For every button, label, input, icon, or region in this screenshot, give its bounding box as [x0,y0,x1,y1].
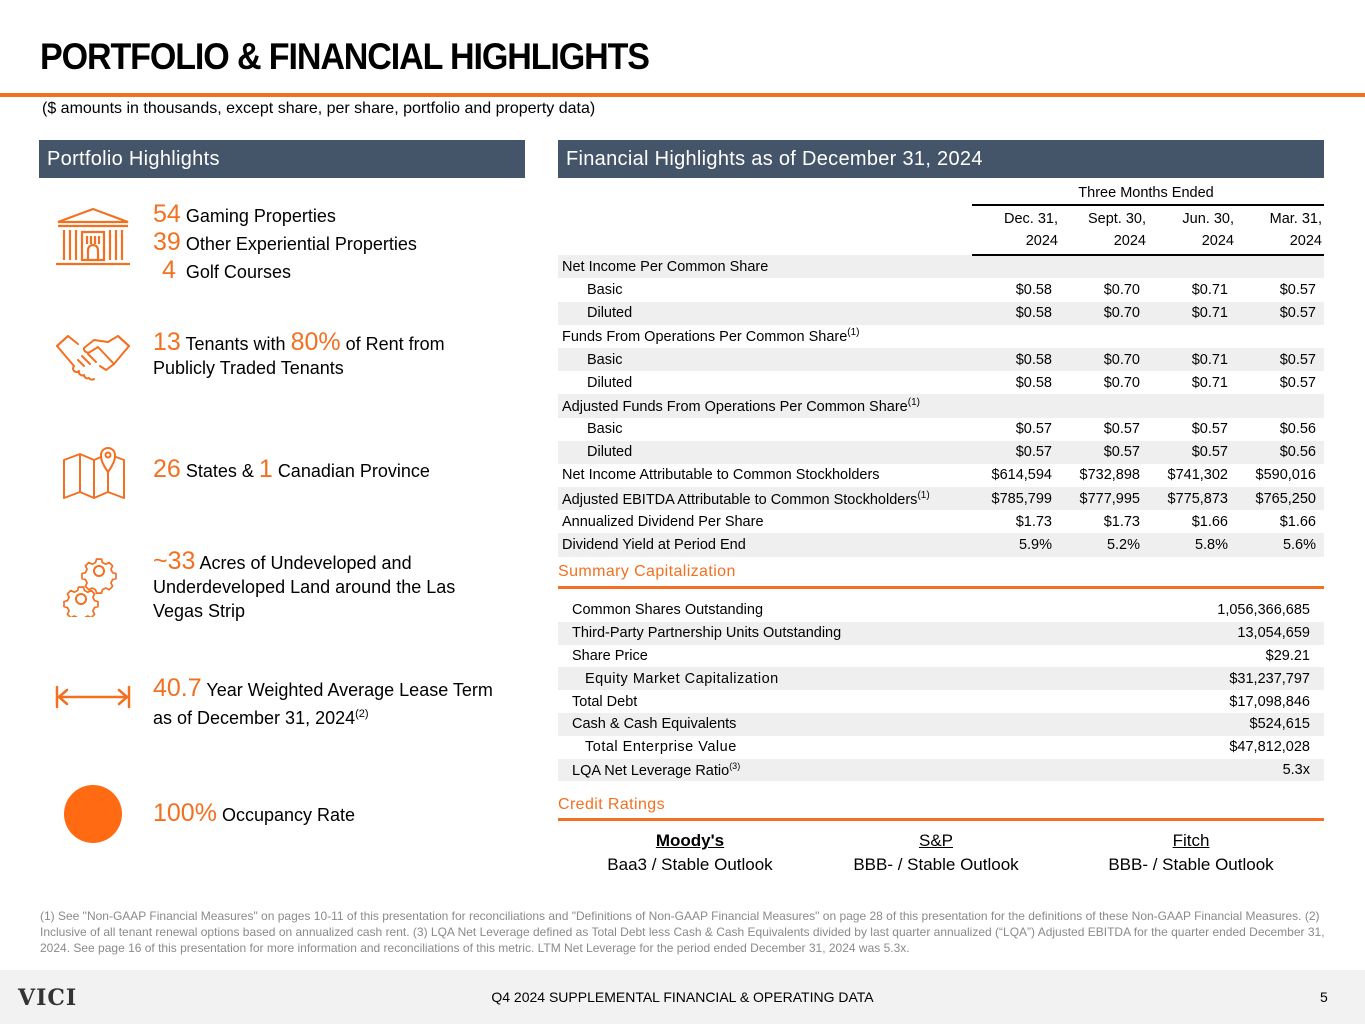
tenants-line-2: Publicly Traded Tenants [153,358,344,378]
footnote-ref: (1) [907,396,920,408]
row-value: $732,898 [1079,467,1140,484]
title-divider [0,93,1365,97]
table-row [558,255,1324,278]
row-label: Diluted [558,302,972,325]
lease-term-value: 40.7 [153,674,202,702]
tenants-highlight [153,330,445,380]
lease-term-line-1 [153,676,493,702]
page-title: PORTFOLIO & FINANCIAL HIGHLIGHTS [40,36,649,77]
occupancy-highlight [153,801,355,827]
double-arrow-icon [54,665,132,729]
row-value: $775,873 [1148,487,1236,510]
row-value [1148,394,1236,417]
tenant-count: 13 [153,328,181,356]
row-value [1148,325,1236,348]
row-label: Diluted [587,374,633,391]
states-count: 26 [153,455,181,483]
column-header: Sept. 30, 2024 [1060,205,1148,255]
lease-term-label: Year Weighted Average Lease Term [206,680,493,700]
column-header: Dec. 31, 2024 [972,205,1060,255]
province-count: 1 [258,455,273,483]
table-row [558,533,1324,556]
table-row [558,622,1324,645]
table-row [558,510,1324,533]
column-header: Jun. 30, 2024 [1148,205,1236,255]
row-value: $0.71 [1191,374,1228,391]
row-value: $0.71 [1191,281,1228,298]
table-row [558,667,1324,690]
rating-value: BBB- / Stable Outlook [1108,855,1274,874]
table-row [558,464,1324,487]
row-value: $524,615 [1103,713,1324,736]
row-value [972,325,1060,348]
row-value: 5.8% [1148,533,1236,556]
footnote-ref: (1) [917,489,930,501]
row-value: $1.66 [1191,513,1228,530]
tenants-label: Tenants with [185,334,286,354]
row-value: $741,302 [1167,467,1228,484]
states-highlight [153,457,430,483]
table-row [558,736,1324,759]
lease-term-highlight [153,676,493,730]
rating-agency: Fitch [1172,831,1210,850]
three-months-ended-header: Three Months Ended [972,182,1324,205]
table-row [558,278,1324,301]
lease-term-date: as of December 31, 2024 [153,708,356,728]
row-label: Basic [587,281,623,298]
rating-fitch [1061,829,1321,877]
footnote-ref: (1) [847,327,860,339]
row-value: $0.58 [972,348,1060,371]
table-row [558,371,1324,394]
acres-label: Acres of Undeveloped and [199,553,412,573]
row-label: Third-Party Partnership Units Outstanding [558,622,1103,645]
golf-label: Golf Courses [185,262,291,282]
row-label: LQA Net Leverage Ratio$^{(3)}$ [558,759,1103,782]
golf-count: 4 [162,256,176,284]
financial-highlights-table [558,182,1324,557]
rating-value: Baa3 / Stable Outlook [607,855,773,874]
row-value: $0.71 [1148,348,1236,371]
rating-agency: S&P [918,831,954,850]
page-number: 5 [1320,989,1328,1005]
acres-line-1 [153,549,455,575]
table-row [558,713,1324,736]
portfolio-highlights-header: Portfolio Highlights [39,140,525,178]
golf-courses-line [153,258,417,284]
row-value [1148,255,1236,278]
row-value: $0.58 [972,302,1060,325]
row-value: 5.3x [1103,759,1324,782]
province-label: Canadian Province [277,461,430,481]
page-subtitle: ($ amounts in thousands, except share, per share, portfolio and property data) [42,100,596,117]
row-label: Cash & Cash Equivalents [558,713,1103,736]
row-value: $0.57 [1191,421,1228,438]
table-row [558,418,1324,441]
row-value: $0.57 [1103,421,1140,438]
row-value [972,394,1060,417]
rating-value: BBB- / Stable Outlook [853,855,1019,874]
row-label: Diluted [558,441,972,464]
footnotes: (1) See "Non-GAAP Financial Measures" on pages 10-11 of this presentation for reconciliations and "Definitions of Non-GAAP Financial Measures" on page 28 of this presentation for the definitions of these Non-GAAP Financial Measures. (2) Inclusive of all tenant renewal options based on annualized cash rent. (3) LQA Net Leverage defined as Total Debt less Cash & Cash Equivalents divided by last quarter annualized (“LQA”) Adjusted EBITDA for the quarter ended December 31, 2024. See page 16 of this presentation for more information and reconciliations of this metric. LTM Net Leverage for the period ended December 31, 2024 was 5.3x. [40,909,1325,955]
experiential-count: 39 [153,228,181,256]
row-value [1060,394,1148,417]
credit-ratings-divider [558,818,1324,821]
rating-agency: Moody's [655,831,725,850]
row-value [972,255,1060,278]
row-label: Net Income Attributable to Common Stockholders [562,467,880,484]
occupancy-label: Occupancy Rate [221,805,356,825]
gears-icon [54,552,132,616]
footer-title: Q4 2024 SUPPLEMENTAL FINANCIAL & OPERATING DATA [491,989,874,1005]
row-value: $0.57 [972,441,1060,464]
row-value: $0.70 [1103,374,1140,391]
acres-highlight [153,549,455,623]
table-row [558,325,1324,348]
table-corner-2 [558,205,972,255]
financial-highlights-header: Financial Highlights as of December 31, 2024 [558,140,1324,178]
property-counts [153,202,417,284]
row-label: Total Enterprise Value [585,739,737,756]
table-row [558,645,1324,668]
experiential-label: Other Experiential Properties [185,234,417,254]
gaming-properties-line [153,202,417,228]
row-value: $0.58 [1015,281,1052,298]
row-label: Annualized Dividend Per Share [562,513,764,530]
tenants-line-1 [153,330,445,356]
row-label: Equity Market Capitalization [558,667,1103,690]
row-value: $0.70 [1060,348,1148,371]
table-row [558,302,1324,325]
row-label: Total Debt [572,693,638,710]
row-value: $0.57 [1236,348,1324,371]
row-value: $590,016 [1255,467,1316,484]
row-value: $0.70 [1060,302,1148,325]
row-label: Dividend Yield at Period End [558,533,972,556]
row-value: $1.66 [1279,513,1316,530]
experiential-properties-line [153,230,417,256]
row-value: $17,098,846 [1229,693,1310,710]
row-value: $31,237,797 [1103,667,1324,690]
row-value: $765,250 [1236,487,1324,510]
row-value: $0.56 [1236,441,1324,464]
table-row [558,394,1324,417]
rating-sp [806,829,1066,877]
row-value: 13,054,659 [1103,622,1324,645]
row-value: $0.57 [1279,374,1316,391]
table-row [558,759,1324,782]
row-value: $0.57 [1148,441,1236,464]
row-value: $29.21 [1265,647,1310,664]
row-value: $0.56 [1279,421,1316,438]
capitalization-table [558,599,1324,781]
row-label: Funds From Operations Per Common Share$^{(1)}$ [562,327,860,346]
credit-ratings-heading: Credit Ratings [558,796,665,813]
table-row [558,487,1324,510]
row-label: Common Shares Outstanding [572,602,764,619]
row-value: $1.73 [1015,513,1052,530]
row-value: $785,799 [972,487,1060,510]
occupancy-value: 100% [153,799,217,827]
row-label: Adjusted EBITDA Attributable to Common Stockholders$^{(1)}$ [558,487,972,510]
capitalization-divider [558,586,1324,589]
building-icon [54,206,132,270]
row-value: $614,594 [991,467,1052,484]
rating-moodys [560,829,820,877]
row-value: $47,812,028 [1229,739,1310,756]
handshake-icon [54,322,132,386]
row-value: $1.73 [1103,513,1140,530]
gaming-count: 54 [153,200,181,228]
row-label: Share Price [572,647,648,664]
row-value: $0.70 [1103,281,1140,298]
row-label: Basic [558,348,972,371]
lease-term-line-2 [153,702,493,730]
gaming-label: Gaming Properties [185,206,336,226]
row-value: $777,995 [1060,487,1148,510]
pie-circle-icon [54,782,132,846]
vici-logo: VICI [18,985,78,1011]
row-label: Basic [587,421,623,438]
row-label: Adjusted Funds From Operations Per Common Share$^{(1)}$ [558,394,972,417]
rent-label: of Rent from [345,334,445,354]
row-value [1236,394,1324,417]
row-value: $0.57 [1015,421,1052,438]
row-value: 1,056,366,685 [1217,602,1310,619]
row-value [1060,255,1148,278]
table-row [558,690,1324,713]
row-label: Net Income Per Common Share [558,255,972,278]
row-value: $0.58 [1015,374,1052,391]
row-value [1236,255,1324,278]
rent-percent: 80% [290,328,341,356]
acres-count: ~33 [153,547,196,575]
states-label: States & [185,461,254,481]
row-value [1060,325,1148,348]
table-corner [558,182,972,205]
row-value: $0.71 [1148,302,1236,325]
summary-capitalization-heading: Summary Capitalization [558,563,736,580]
acres-line-3: Vegas Strip [153,601,246,621]
footnote-ref-2: (2) [355,708,369,720]
table-row [558,441,1324,464]
acres-line-2: Underdeveloped Land around the Las [153,577,456,597]
row-value: $0.57 [1236,302,1324,325]
table-row [558,348,1324,371]
map-pin-icon [54,440,132,504]
row-value: 5.6% [1236,533,1324,556]
table-row [558,599,1324,622]
row-value: $0.57 [1279,281,1316,298]
footnote-ref: (3) [729,761,741,772]
row-value [1236,325,1324,348]
column-header: Mar. 31, 2024 [1236,205,1324,255]
row-value: 5.9% [972,533,1060,556]
row-value: 5.2% [1060,533,1148,556]
row-value: $0.57 [1060,441,1148,464]
